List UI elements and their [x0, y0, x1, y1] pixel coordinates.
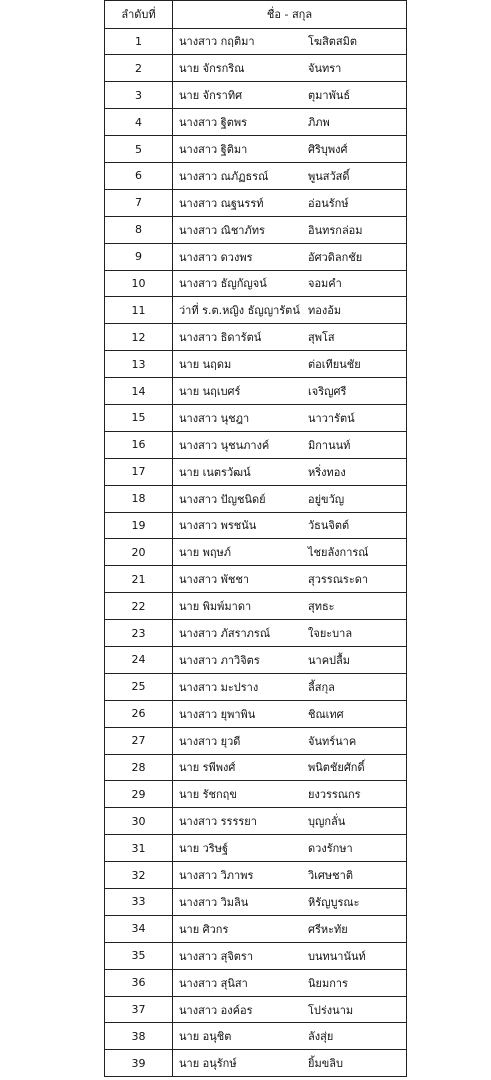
- table-row: [105, 808, 407, 835]
- row-name-cell: [173, 1023, 407, 1050]
- row-number: 24: [105, 646, 173, 673]
- row-name-cell: [173, 620, 407, 647]
- row-name-cell: [173, 109, 407, 136]
- row-first-name: นาย อนุชิต: [179, 1030, 232, 1044]
- row-first-name: นาย อนุรักษ์: [179, 1057, 237, 1071]
- row-first-name: นางสาว วิภาพร: [179, 869, 254, 883]
- row-first-name: นางสาว ณฐนรรท์: [179, 196, 264, 210]
- row-last-name: พนิตชัยศักดิ์: [308, 761, 365, 775]
- table-row: [105, 270, 407, 297]
- row-last-name: สุพโส: [308, 331, 335, 345]
- row-name-cell: [173, 324, 407, 351]
- row-number: 14: [105, 378, 173, 405]
- row-name-cell: [173, 566, 407, 593]
- row-last-name: จอมคำ: [308, 277, 342, 291]
- row-last-name: ดวงรักษา: [308, 842, 353, 856]
- table-row: [105, 889, 407, 916]
- row-first-name: นางสาว ฐิตพร: [179, 116, 248, 130]
- row-name-cell: [173, 969, 407, 996]
- row-name-cell: [173, 162, 407, 189]
- table-row: [105, 727, 407, 754]
- row-last-name: วิเศษชาติ: [308, 869, 353, 883]
- row-last-name: ตุมาพันธ์: [308, 89, 351, 103]
- row-number: 17: [105, 458, 173, 485]
- row-number: 15: [105, 404, 173, 431]
- row-last-name: นาวารัตน์: [308, 411, 355, 425]
- row-last-name: ทองอ้ม: [308, 304, 342, 318]
- table-row: [105, 1023, 407, 1050]
- row-last-name: ยงวรรณกร: [308, 788, 361, 802]
- row-name-cell: [173, 889, 407, 916]
- row-first-name: นางสาว รรรรยา: [179, 815, 257, 829]
- row-name-cell: [173, 136, 407, 163]
- table-row: [105, 458, 407, 485]
- row-number: 3: [105, 82, 173, 109]
- row-first-name: นางสาว ดวงพร: [179, 250, 253, 264]
- row-name-cell: [173, 1050, 407, 1077]
- row-first-name: นางสาว ภัสราภรณ์: [179, 627, 271, 641]
- row-number: 29: [105, 781, 173, 808]
- row-number: 20: [105, 539, 173, 566]
- row-number: 13: [105, 351, 173, 378]
- row-number: 37: [105, 996, 173, 1023]
- row-name-cell: [173, 727, 407, 754]
- table-row: [105, 700, 407, 727]
- row-first-name: นางสาว ธัญกัญจน์: [179, 277, 267, 291]
- table-row: [105, 512, 407, 539]
- row-number: 30: [105, 808, 173, 835]
- row-number: 36: [105, 969, 173, 996]
- row-name-cell: [173, 539, 407, 566]
- row-last-name: ภิภพ: [308, 116, 330, 130]
- row-number: 11: [105, 297, 173, 324]
- row-name-cell: [173, 808, 407, 835]
- row-name-cell: [173, 512, 407, 539]
- row-name-cell: [173, 216, 407, 243]
- row-number: 27: [105, 727, 173, 754]
- row-name-cell: [173, 82, 407, 109]
- table-row: [105, 1050, 407, 1077]
- row-name-cell: [173, 351, 407, 378]
- row-first-name: นางสาว วิมลิน: [179, 895, 249, 909]
- row-last-name: ต่อเทียนชัย: [308, 358, 361, 372]
- row-last-name: ลี้สกุล: [308, 680, 335, 694]
- table-row: [105, 431, 407, 458]
- name-list-table: [104, 0, 407, 1077]
- row-first-name: นางสาว ปัญชนิดย์: [179, 492, 266, 506]
- row-last-name: อินทรกล่อม: [308, 223, 363, 237]
- table-row: [105, 781, 407, 808]
- row-name-cell: [173, 835, 407, 862]
- row-last-name: หริ่งทอง: [308, 465, 346, 479]
- row-name-cell: [173, 754, 407, 781]
- row-number: 7: [105, 189, 173, 216]
- table-row: [105, 55, 407, 82]
- row-number: 2: [105, 55, 173, 82]
- row-name-cell: [173, 28, 407, 55]
- row-name-cell: [173, 673, 407, 700]
- table-row: [105, 835, 407, 862]
- row-number: 26: [105, 700, 173, 727]
- row-first-name: นางสาว สุนิสา: [179, 976, 248, 990]
- row-first-name: ว่าที่ ร.ต.หญิง ธัญญารัตน์: [179, 304, 300, 318]
- table-row: [105, 620, 407, 647]
- row-number: 25: [105, 673, 173, 700]
- row-first-name: นางสาว ภาวิจิตร: [179, 653, 260, 667]
- row-first-name: นาย รพีพงศ์: [179, 761, 236, 775]
- row-number: 21: [105, 566, 173, 593]
- table-row: [105, 673, 407, 700]
- row-number: 32: [105, 862, 173, 889]
- row-name-cell: [173, 55, 407, 82]
- row-name-cell: [173, 781, 407, 808]
- row-name-cell: [173, 431, 407, 458]
- row-last-name: จันทร์นาค: [308, 734, 357, 748]
- row-number: 31: [105, 835, 173, 862]
- table-row: [105, 566, 407, 593]
- row-name-cell: [173, 458, 407, 485]
- row-name-cell: [173, 593, 407, 620]
- table-row: [105, 915, 407, 942]
- row-number: 6: [105, 162, 173, 189]
- row-number: 1: [105, 28, 173, 55]
- row-first-name: นาย จักรกริณ: [179, 62, 245, 76]
- row-last-name: อ่อนรักษ์: [308, 196, 349, 210]
- row-number: 39: [105, 1050, 173, 1077]
- row-name-cell: [173, 270, 407, 297]
- row-name-cell: [173, 404, 407, 431]
- row-number: 19: [105, 512, 173, 539]
- table-row: [105, 324, 407, 351]
- table-row: [105, 162, 407, 189]
- row-first-name: นางสาว มะปราง: [179, 680, 259, 694]
- row-last-name: บนทนานันท์: [308, 949, 366, 963]
- row-last-name: พูนสวัสดิ์: [308, 169, 350, 183]
- table-header-row: [105, 1, 407, 29]
- row-number: 10: [105, 270, 173, 297]
- table-row: [105, 28, 407, 55]
- row-last-name: นาคปลื้ม: [308, 653, 351, 667]
- row-first-name: นางสาว กฤติมา: [179, 35, 255, 49]
- row-name-cell: [173, 996, 407, 1023]
- row-last-name: อยู่ขวัญ: [308, 492, 345, 506]
- row-last-name: ชิณเทศ: [308, 707, 344, 721]
- row-number: 28: [105, 754, 173, 781]
- row-number: 8: [105, 216, 173, 243]
- table-row: [105, 216, 407, 243]
- table-row: [105, 485, 407, 512]
- row-last-name: ยิ้มขลิบ: [308, 1057, 343, 1071]
- row-first-name: นางสาว พรชนัน: [179, 519, 257, 533]
- row-last-name: ใจยะบาล: [308, 627, 353, 641]
- table-row: [105, 646, 407, 673]
- row-number: 33: [105, 889, 173, 916]
- row-last-name: ศิริบุพงศ์: [308, 143, 348, 156]
- row-first-name: นางสาว องค์อร: [179, 1003, 253, 1017]
- row-number: 18: [105, 485, 173, 512]
- table-row: [105, 109, 407, 136]
- row-last-name: สุทธะ: [308, 600, 335, 614]
- row-name-cell: [173, 243, 407, 270]
- row-number: 35: [105, 942, 173, 969]
- row-first-name: นางสาว นุชฎา: [179, 411, 250, 425]
- row-last-name: ไชยลังการณ์: [308, 546, 369, 560]
- table-row: [105, 136, 407, 163]
- row-number: 22: [105, 593, 173, 620]
- row-first-name: นางสาว นุชนภางค์: [179, 438, 270, 452]
- row-first-name: นาย พิมพ์มาดา: [179, 600, 252, 614]
- row-last-name: บุญกลั่น: [308, 815, 346, 829]
- row-name-cell: [173, 915, 407, 942]
- row-first-name: นางสาว สุจิตรา: [179, 949, 254, 963]
- row-last-name: ศรีหะทัย: [308, 922, 348, 936]
- row-last-name: สุวรรณระดา: [308, 573, 369, 587]
- row-name-cell: [173, 378, 407, 405]
- row-first-name: นางสาว ยุพาพิน: [179, 707, 256, 721]
- table-row: [105, 297, 407, 324]
- row-last-name: อัศวดิลกชัย: [308, 250, 363, 264]
- table-row: [105, 243, 407, 270]
- row-number: 12: [105, 324, 173, 351]
- row-last-name: นิยมการ: [308, 976, 348, 990]
- row-number: 16: [105, 431, 173, 458]
- row-first-name: นางสาว ณิชาภัทร: [179, 223, 265, 237]
- table-row: [105, 754, 407, 781]
- table-row: [105, 593, 407, 620]
- row-number: 38: [105, 1023, 173, 1050]
- row-name-cell: [173, 700, 407, 727]
- table-row: [105, 539, 407, 566]
- row-name-cell: [173, 862, 407, 889]
- table-row: [105, 996, 407, 1023]
- table-row: [105, 351, 407, 378]
- row-last-name: ลังสุ่ย: [308, 1030, 334, 1044]
- row-name-cell: [173, 297, 407, 324]
- table-row: [105, 862, 407, 889]
- table-row: [105, 942, 407, 969]
- row-number: 23: [105, 620, 173, 647]
- row-first-name: นาย รัชกฤข: [179, 788, 237, 802]
- row-first-name: นางสาว ธิดารัตน์: [179, 331, 262, 345]
- table-row: [105, 404, 407, 431]
- header-name: ชื่อ - สกุล: [173, 1, 407, 29]
- row-number: 9: [105, 243, 173, 270]
- table-row: [105, 969, 407, 996]
- header-number: ลำดับที่: [105, 1, 173, 29]
- row-first-name: นางสาว ยุวดี: [179, 734, 241, 748]
- row-number: 5: [105, 136, 173, 163]
- row-last-name: จันทรา: [308, 62, 342, 76]
- row-last-name: วัธนจิตต์: [308, 519, 350, 533]
- row-first-name: นางสาว ฐิติมา: [179, 143, 248, 156]
- row-last-name: มิกานนท์: [308, 438, 351, 452]
- row-name-cell: [173, 485, 407, 512]
- row-first-name: นางสาว ณภัฏธรณ์: [179, 169, 269, 183]
- row-first-name: นาย ศิวกร: [179, 922, 229, 936]
- row-name-cell: [173, 646, 407, 673]
- row-first-name: นาย พฤษภ์: [179, 546, 232, 560]
- row-number: 4: [105, 109, 173, 136]
- table-row: [105, 189, 407, 216]
- row-last-name: เจริญศรี: [308, 385, 347, 399]
- row-name-cell: [173, 942, 407, 969]
- row-last-name: โปร่งนาม: [308, 1003, 354, 1017]
- row-number: 34: [105, 915, 173, 942]
- row-first-name: นาย จักราทิศ: [179, 89, 243, 103]
- row-last-name: หิรัญบูรณะ: [308, 895, 360, 909]
- row-first-name: นาย วริษฐ์: [179, 842, 229, 856]
- row-last-name: โฆสิตสมิต: [308, 35, 358, 49]
- row-first-name: นาย นฤดม: [179, 358, 232, 372]
- row-first-name: นาย นฤเบศร์: [179, 385, 241, 399]
- table-row: [105, 378, 407, 405]
- row-name-cell: [173, 189, 407, 216]
- row-first-name: นางสาว พัชชา: [179, 573, 249, 587]
- row-first-name: นาย เนตรวัฒน์: [179, 465, 251, 479]
- table-row: [105, 82, 407, 109]
